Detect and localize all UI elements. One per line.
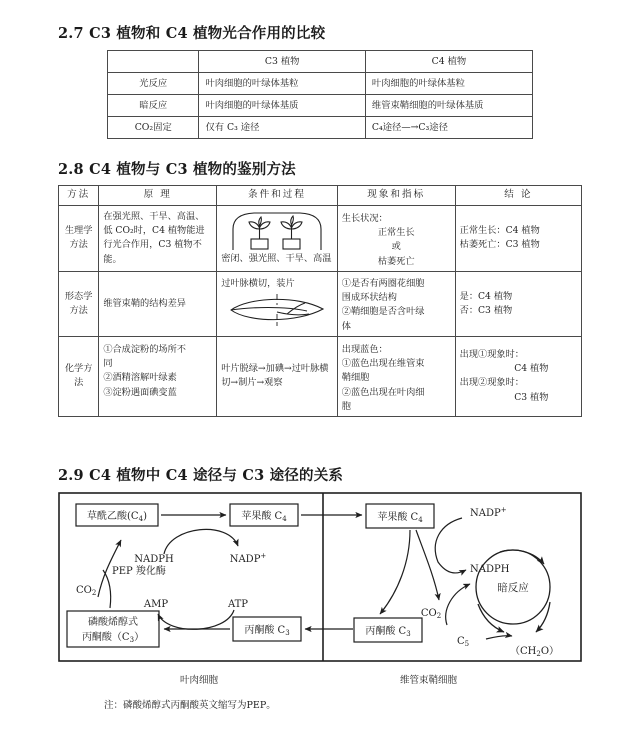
header-cell-c4: C4 植物 xyxy=(365,51,532,73)
node-oxaloacetate-label: 草酰乙酸$(C_4)$ xyxy=(87,511,147,523)
label-pep-carboxylase: PEP 羧化酶 xyxy=(112,566,166,577)
caption-bundle-sheath-cell: 维管束鞘细胞 xyxy=(400,675,458,686)
cell-principle-morphological: 维管束鞘的结构差异 xyxy=(99,271,217,336)
table-row-morphological xyxy=(59,271,582,336)
phenomenon-line: 鞘细胞 xyxy=(341,372,370,384)
arrow-atp-to-amp xyxy=(158,610,234,629)
row-label-co2-fixation: CO₂固定 xyxy=(108,117,199,139)
phenomenon-line: 出现蓝色： xyxy=(341,343,388,355)
cell-dark-reaction-c3: 叶肉细胞的叶绿体基质 xyxy=(199,95,365,117)
arrow-malate-to-co2 xyxy=(416,530,439,600)
conclusion-line: 枯萎死亡：C3 植物 xyxy=(459,239,540,251)
header-cell-conclusion: 结 论 xyxy=(455,186,581,206)
cell-co2-fixation-c4: C₄途径—→C₃途径 xyxy=(365,117,532,139)
label-nadp-plus-right: NADP+ xyxy=(470,506,507,519)
principle-line: ②酒精溶解叶绿素 xyxy=(103,372,177,384)
pathway-svg xyxy=(58,492,582,662)
cell-co2-fixation-c3: 仅有 C₃ 途径 xyxy=(199,117,365,139)
label-co2-right: $CO_2$ xyxy=(420,608,442,620)
header-cell-method: 方法 xyxy=(59,186,99,206)
arrow-nadp-to-nadph-right xyxy=(435,518,466,573)
phenomenon-line: 或 xyxy=(391,241,401,253)
cell-conclusion-chemical xyxy=(455,336,581,416)
table-identification-methods xyxy=(58,185,582,417)
label-co2-left: $CO_2$ xyxy=(76,585,97,597)
phenomenon-line: 正常生长 xyxy=(377,227,415,239)
node-pep-label-line2: 丙酮酸$(C_3)$ xyxy=(81,632,145,644)
caption-mesophyll-cell: 叶肉细胞 xyxy=(180,675,219,686)
cell-dark-reaction-c4: 维管束鞘细胞的叶绿体基质 xyxy=(365,95,532,117)
cell-method-morphological: 形态学方法 xyxy=(59,271,99,336)
row-label-light-reaction: 光反应 xyxy=(108,73,199,95)
label-nadp-plus-left: NADP+ xyxy=(229,552,267,565)
cell-condition-morphological xyxy=(217,271,338,336)
phenomenon-line: 生长状况： xyxy=(341,212,388,224)
section-heading-2-8: 2.8 C4 植物与 C3 植物的鉴别方法 xyxy=(58,161,296,178)
calvin-cycle-arrow-bottom-right xyxy=(536,602,550,632)
label-nadph-left: NADPH xyxy=(134,554,174,565)
cell-method-chemical: 化学方法 xyxy=(59,336,99,416)
label-c5: $C_5$ xyxy=(457,636,470,648)
cell-condition-chemical: 叶片脱绿→加碘→过叶脉横切→制片→观察 xyxy=(217,336,338,416)
calvin-cycle-arrow-top xyxy=(500,550,544,564)
arrow-malate-to-pyruvate-right xyxy=(380,530,410,614)
cell-light-reaction-c3: 叶肉细胞的叶绿体基粒 xyxy=(199,73,365,95)
cell-conclusion-physiological xyxy=(455,205,581,271)
phenomenon-line: ②蓝色出现在叶肉细 xyxy=(341,386,425,398)
phenomenon-line: 围成环状结构 xyxy=(341,292,397,304)
conclusion-line: 出现②现象时： xyxy=(459,377,524,389)
greenhouse-icon xyxy=(230,211,324,251)
phenomenon-line: ①蓝色出现在维管束 xyxy=(341,358,425,370)
label-amp: AMP xyxy=(143,599,169,610)
label-atp: ATP xyxy=(227,599,249,610)
leaf-cross-section-icon xyxy=(227,292,327,328)
arrow-c5-into-cycle xyxy=(486,636,512,639)
cell-light-reaction-c4: 叶肉细胞的叶绿体基粒 xyxy=(365,73,532,95)
principle-line: 同 xyxy=(103,358,113,370)
diagram-footnote: 注：磷酸烯醇式丙酮酸英文缩写为PEP。 xyxy=(104,700,276,711)
conclusion-line: 正常生长：C4 植物 xyxy=(459,225,540,237)
phenomenon-line: ②鞘细胞是否含叶绿 xyxy=(341,306,425,318)
cell-phenomenon-physiological xyxy=(337,205,455,271)
node-malate-left-label: 苹果酸 $C_4$ xyxy=(241,511,287,523)
table-row xyxy=(108,117,533,139)
node-malate-right-label: 苹果酸 $C_4$ xyxy=(377,512,423,524)
conclusion-line: C3 植物 xyxy=(514,391,549,403)
arrow-co2-into-cycle xyxy=(446,584,470,625)
condition-text-morphological: 过叶脉横切，装片 xyxy=(221,277,295,289)
phenomenon-line: 体 xyxy=(341,320,351,332)
node-pyruvate-left-label: 丙酮酸 $C_3$ xyxy=(244,625,290,637)
header-cell-condition: 条件和过程 xyxy=(217,186,338,206)
cell-phenomenon-chemical xyxy=(337,336,455,416)
table-row xyxy=(108,73,533,95)
node-pyruvate-right-label: 丙酮酸 $C_3$ xyxy=(365,626,411,638)
section-heading-2-9: 2.9 C4 植物中 C4 途径与 C3 途径的关系 xyxy=(58,467,344,484)
phenomenon-line: 胞 xyxy=(341,400,351,412)
cell-principle-physiological: 在强光照、干旱、高温、低 CO₂时，C4 植物能进行光合作用，C3 植物不能。 xyxy=(99,205,217,271)
section-heading-2-7: 2.7 C3 植物和 C4 植物光合作用的比较 xyxy=(58,25,326,42)
table-row xyxy=(108,95,533,117)
table-c3-c4-comparison xyxy=(107,50,533,139)
table-row-chemical xyxy=(59,336,582,416)
cell-conclusion-morphological xyxy=(455,271,581,336)
conclusion-line: C4 植物 xyxy=(514,363,549,375)
table-row xyxy=(108,51,533,73)
principle-line: ①合成淀粉的场所不 xyxy=(103,343,186,355)
conclusion-line: 出现①现象时： xyxy=(459,348,524,360)
phenomenon-line: ①是否有两圈花细胞 xyxy=(341,277,425,289)
c4-c3-pathway-diagram xyxy=(58,492,582,662)
condition-text-physiological: 密闭、强光照、干旱、高温 xyxy=(221,253,332,265)
principle-line: ③淀粉遇面碘变蓝 xyxy=(103,386,177,398)
label-ch2o: $(CH_2O)$ xyxy=(510,646,560,658)
table-row-physiological xyxy=(59,205,582,271)
cell-condition-physiological xyxy=(217,205,338,271)
conclusion-line: 是：C4 植物 xyxy=(459,290,513,302)
cell-method-physiological: 生理学方法 xyxy=(59,205,99,271)
label-dark-reaction: 暗反应 xyxy=(497,582,529,594)
cell-phenomenon-morphological xyxy=(337,271,455,336)
header-cell-principle: 原 理 xyxy=(99,186,217,206)
phenomenon-line: 枯萎死亡 xyxy=(377,255,415,267)
row-label-dark-reaction: 暗反应 xyxy=(108,95,199,117)
label-nadph-right: NADPH xyxy=(470,564,510,575)
node-pep-label-line1: 磷酸烯醇式 xyxy=(88,617,138,628)
header-cell-c3: C3 植物 xyxy=(199,51,365,73)
arrow-nadph-to-nadp-left xyxy=(164,529,238,554)
conclusion-line: 否：C3 植物 xyxy=(459,304,513,316)
table-header-row xyxy=(59,186,582,206)
header-cell-blank xyxy=(108,51,199,73)
header-cell-phenomenon: 现象和指标 xyxy=(337,186,455,206)
cell-principle-chemical xyxy=(99,336,217,416)
